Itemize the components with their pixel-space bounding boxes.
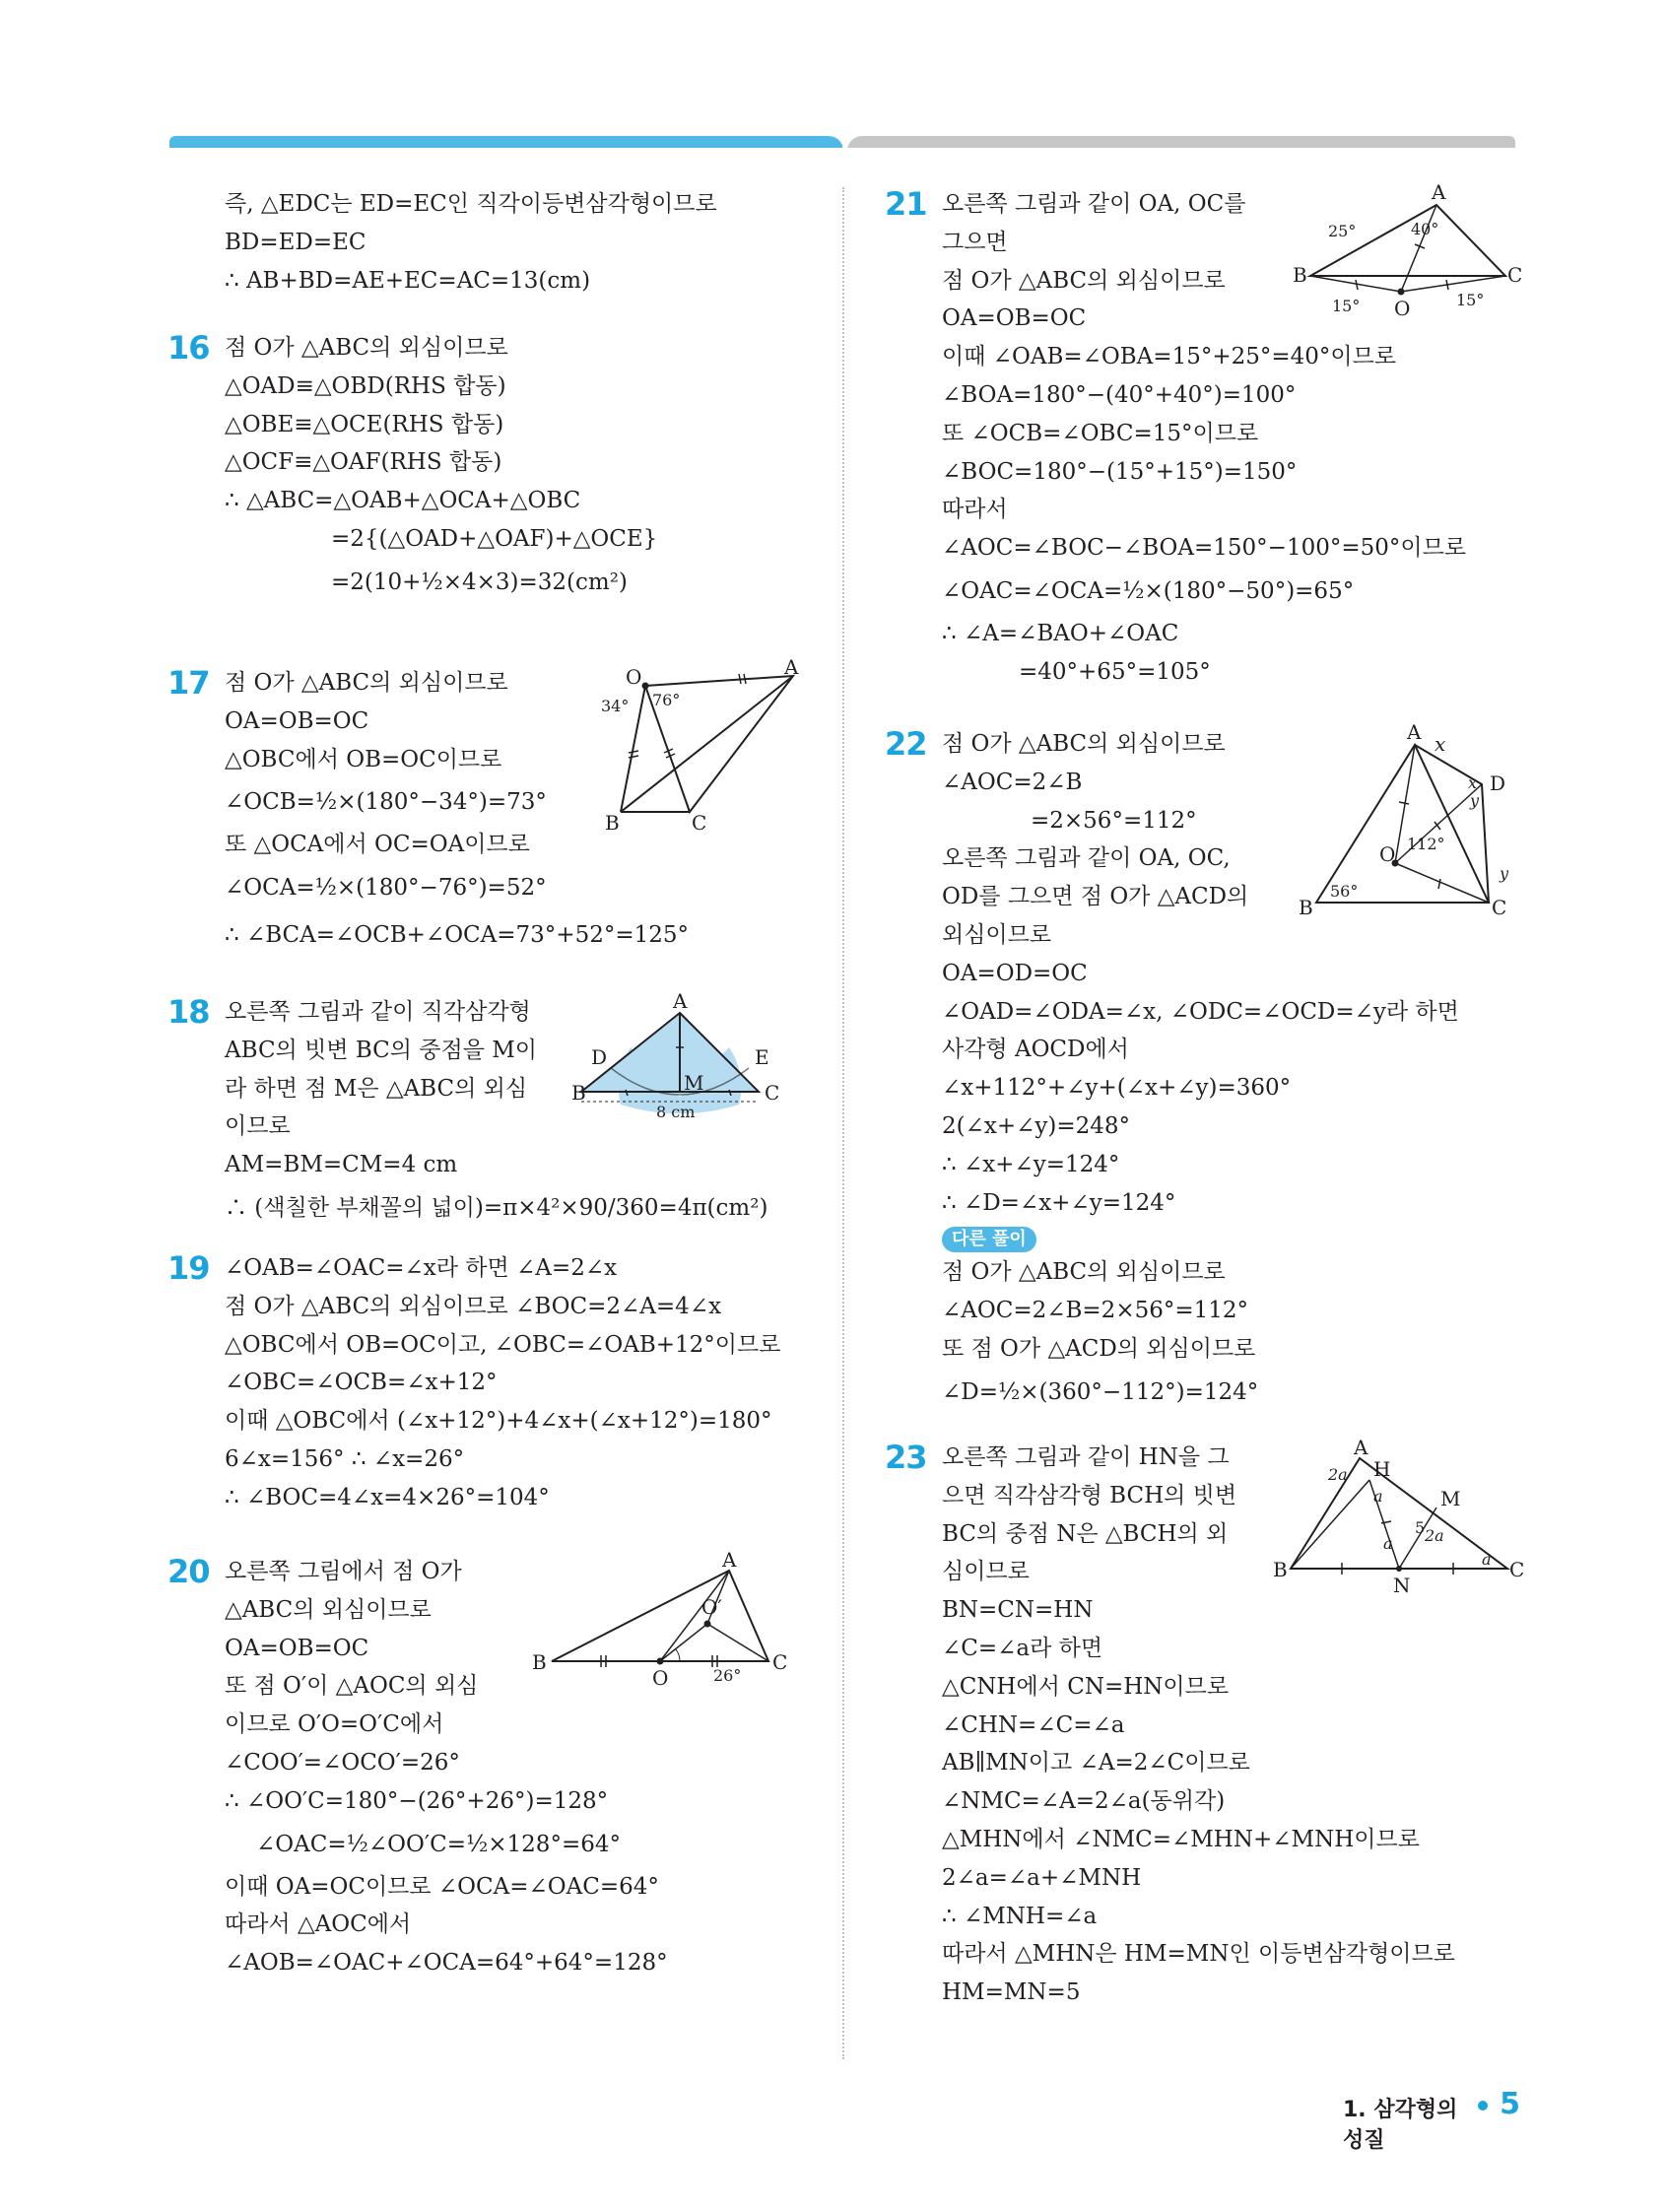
alt-solution-badge: 다른 풀이 xyxy=(942,1227,1036,1252)
right-column xyxy=(885,180,1525,2020)
label-B: B xyxy=(1293,263,1307,287)
solution-line: 오른쪽 그림과 같이 직각삼각형 xyxy=(225,999,531,1025)
label-A: A xyxy=(1432,180,1446,204)
angle-2a-M: 2a xyxy=(1425,1526,1444,1545)
solution-line: ∠CHN=∠C=∠a xyxy=(942,1711,1125,1738)
label-A: A xyxy=(673,989,688,1013)
solution-line: 그으면 xyxy=(942,229,1008,255)
problem-15-continued xyxy=(167,185,818,302)
problem-17 xyxy=(167,655,818,960)
figure-23 xyxy=(1271,1436,1525,1606)
solution-line: ∠AOB=∠OAC+∠OCA=64°+64°=128° xyxy=(225,1950,668,1977)
label-C: C xyxy=(772,1650,788,1674)
label-O: O xyxy=(1394,297,1411,320)
solution-line: 사각형 AOCD에서 xyxy=(942,1037,1129,1063)
solution-line: 점 O가 △ABC의 외심이므로 xyxy=(942,731,1226,757)
label-M: M xyxy=(684,1071,704,1095)
figure-21 xyxy=(1289,180,1523,323)
problem-number: 18 xyxy=(167,993,210,1031)
solution-line: △MHN에서 ∠NMC=∠MHN+∠MNH이므로 xyxy=(942,1826,1420,1852)
figure-18 xyxy=(571,989,788,1141)
solution-line: ∠BOC=180°−(15°+15°)=150° xyxy=(942,458,1298,485)
solution-line: ∠OAC=½∠OO′C=½×128°=64° xyxy=(256,1831,621,1857)
angle-26: 26° xyxy=(713,1666,742,1685)
label-C: C xyxy=(1492,896,1507,919)
label-O: O xyxy=(1379,842,1396,866)
solution-line: 이때 ∠OAB=∠OBA=15°+25°=40°이므로 xyxy=(942,344,1397,370)
label-E: E xyxy=(755,1045,769,1069)
page-footer xyxy=(1343,2087,1520,2153)
solution-line: 으면 직각삼각형 BCH의 빗변 xyxy=(942,1482,1237,1508)
solution-line: 2(∠x+∠y)=248° xyxy=(942,1112,1131,1139)
solution-line: △ABC의 외심이므로 xyxy=(225,1596,432,1623)
page-number: 5 xyxy=(1500,2087,1520,2121)
angle-25: 25° xyxy=(1328,222,1357,240)
solution-line: 점 O가 △ABC의 외심이므로 xyxy=(942,1259,1226,1286)
solution-line: HM=MN=5 xyxy=(942,1979,1081,2006)
solution-line: △OCF≡△OAF(RHS 합동) xyxy=(225,449,502,476)
label-D: D xyxy=(1490,771,1506,795)
solution-line: ∴ ∠BCA=∠OCB+∠OCA=73°+52°=125° xyxy=(225,922,690,949)
solution-line: AM=BM=CM=4 cm xyxy=(225,1152,458,1178)
angle-y-bottom: y xyxy=(1500,864,1509,883)
solution-line: 이때 OA=OC이므로 ∠OCA=∠OAC=64° xyxy=(225,1873,659,1900)
length-8cm: 8 cm xyxy=(656,1103,696,1121)
solution-line: 또 점 O가 △ACD의 외심이므로 xyxy=(942,1335,1256,1362)
problem-16 xyxy=(167,329,818,642)
label-B: B xyxy=(605,811,620,835)
solution-line: ∠OAD=∠ODA=∠x, ∠ODC=∠OCD=∠y라 하면 xyxy=(942,998,1459,1025)
label-O: O xyxy=(626,665,642,689)
problem-number: 16 xyxy=(167,329,210,367)
angle-15-right: 15° xyxy=(1456,291,1485,309)
solution-line: 또 ∠OCB=∠OBC=15°이므로 xyxy=(942,420,1259,446)
solution-line: ∠NMC=∠A=2∠a(동위각) xyxy=(942,1788,1226,1815)
label-A: A xyxy=(784,655,799,679)
solution-line: 오른쪽 그림과 같이 HN을 그 xyxy=(942,1444,1230,1470)
solution-line: 또 점 O′이 △AOC의 외심 xyxy=(225,1673,479,1700)
solution-line: 점 O가 △ABC의 외심이므로 xyxy=(225,335,508,361)
solution-line: 6∠x=156° ∴ ∠x=26° xyxy=(225,1445,465,1472)
left-column xyxy=(167,185,818,1986)
solution-line: 따라서 xyxy=(942,497,1008,523)
label-B: B xyxy=(1273,1558,1288,1581)
problem-22 xyxy=(885,720,1520,1415)
solution-line: OD를 그으면 점 O가 △ACD의 xyxy=(942,884,1249,910)
angle-2a-A: 2a xyxy=(1328,1465,1348,1484)
solution-line: ∠x+112°+∠y+(∠x+∠y)=360° xyxy=(942,1075,1292,1102)
solution-line: ∴ ∠OO′C=180°−(26°+26°)=128° xyxy=(225,1787,609,1814)
label-B: B xyxy=(571,1081,586,1105)
section-title: 1. 삼각형의 성질 xyxy=(1343,2098,1458,2153)
problem-number: 21 xyxy=(885,185,927,223)
solution-line: ∴ ∠D=∠x+∠y=124° xyxy=(942,1189,1176,1216)
angle-a-H: a xyxy=(1373,1487,1383,1506)
solution-line: =2{(△OAD+△OAF)+△OCE} xyxy=(331,525,658,552)
solution-line: 오른쪽 그림과 같이 OA, OC를 xyxy=(942,191,1246,217)
solution-line: 따라서 △AOC에서 xyxy=(225,1911,412,1938)
solution-line: 이므로 O′O=O′C에서 xyxy=(225,1711,444,1738)
angle-40: 40° xyxy=(1411,220,1439,238)
problem-19 xyxy=(167,1249,818,1517)
solution-line: 또 △OCA에서 OC=OA이므로 xyxy=(225,832,530,858)
solution-line: =40°+65°=105° xyxy=(1019,658,1211,685)
bullet-dot-icon xyxy=(1478,2101,1488,2111)
label-B: B xyxy=(532,1650,547,1674)
angle-15-left: 15° xyxy=(1332,297,1361,315)
solution-line: 즉, △EDC는 ED=EC인 직각이등변삼각형이므로 xyxy=(225,191,717,217)
solution-line: OA=OB=OC xyxy=(225,1635,369,1661)
solution-line: 이때 △OBC에서 (∠x+12°)+4∠x+(∠x+12°)=180° xyxy=(225,1408,772,1435)
solution-line: BC의 중점 N은 △BCH의 외 xyxy=(942,1520,1229,1547)
problem-23 xyxy=(885,1436,1525,2020)
solution-line: ∠COO′=∠OCO′=26° xyxy=(225,1749,460,1776)
problem-number: 23 xyxy=(885,1439,927,1476)
problem-number: 22 xyxy=(885,725,927,763)
angle-x-top: x xyxy=(1434,732,1446,756)
solution-line: △OAD≡△OBD(RHS 합동) xyxy=(225,372,506,399)
solution-line: △OBC에서 OB=OC이므로 xyxy=(225,746,502,772)
problem-20 xyxy=(167,1548,818,1986)
solution-line: OA=OD=OC xyxy=(942,960,1088,986)
solution-line: ∠OCB=½×(180°−34°)=73° xyxy=(225,789,547,816)
header-notch xyxy=(826,136,865,162)
label-O: O xyxy=(652,1666,669,1690)
solution-line: OA=OB=OC xyxy=(225,707,369,734)
label-C: C xyxy=(692,811,707,835)
problem-21 xyxy=(885,180,1523,700)
solution-line: BN=CN=HN xyxy=(942,1597,1094,1624)
label-A: A xyxy=(1354,1436,1368,1459)
solution-line: AB∥MN이고 ∠A=2∠C이므로 xyxy=(942,1750,1250,1776)
solution-line: 오른쪽 그림에서 점 O가 xyxy=(225,1559,462,1584)
solution-line: 점 O가 △ABC의 외심이므로 ∠BOC=2∠A=4∠x xyxy=(225,1293,722,1319)
solution-line: OA=OB=OC xyxy=(942,305,1087,332)
solution-line: ∠AOC=∠BOC−∠BOA=150°−100°=50°이므로 xyxy=(942,535,1467,562)
solution-line: 이므로 xyxy=(225,1113,291,1140)
solution-line: ∴ ∠BOC=4∠x=4×26°=104° xyxy=(225,1484,550,1510)
angle-112: 112° xyxy=(1407,835,1445,853)
figure-20 xyxy=(532,1548,798,1691)
solution-line: △OBE≡△OCE(RHS 합동) xyxy=(225,411,504,437)
label-D: D xyxy=(591,1045,608,1069)
solution-line: ∠AOC=2∠B xyxy=(942,769,1083,795)
problem-number: 19 xyxy=(167,1249,210,1287)
alt-solution-row xyxy=(942,1222,1520,1253)
solution-line: ∴ (색칠한 부채꼴의 넓이)=π×4²×90/360=4π(cm²) xyxy=(225,1194,768,1221)
figure-17 xyxy=(601,655,799,841)
solution-line: ∴ △ABC=△OAB+△OCA+△OBC xyxy=(225,488,581,514)
solution-line: ∠AOC=2∠B=2×56°=112° xyxy=(942,1298,1249,1324)
label-O-prime: O′ xyxy=(701,1595,722,1619)
solution-line: =2×56°=112° xyxy=(1031,807,1197,834)
solution-line: ∴ AB+BD=AE+EC=AC=13(cm) xyxy=(225,267,591,294)
angle-76: 76° xyxy=(652,691,681,709)
solution-line: 라 하면 점 M은 △ABC의 외심 xyxy=(225,1075,528,1102)
label-B: B xyxy=(1299,896,1313,919)
label-M: M xyxy=(1440,1487,1461,1510)
solution-line: 점 O가 △ABC의 외심이므로 xyxy=(942,267,1226,294)
solution-line: ∠BOA=180°−(40°+40°)=100° xyxy=(942,381,1297,408)
solution-line: 따라서 △MHN은 HM=MN인 이등변삼각형이므로 xyxy=(942,1941,1455,1968)
solution-line: ∠D=½×(360°−112°)=124° xyxy=(942,1378,1259,1405)
solution-line: ∠OCA=½×(180°−76°)=52° xyxy=(225,875,547,902)
solution-line: ∴ ∠MNH=∠a xyxy=(942,1903,1098,1929)
label-C: C xyxy=(1509,1558,1525,1581)
solution-line: BD=ED=EC xyxy=(225,229,367,255)
solution-line: 점 O가 △ABC의 외심이므로 xyxy=(225,670,508,696)
figure-22 xyxy=(1297,720,1523,922)
label-C: C xyxy=(765,1081,780,1105)
label-C: C xyxy=(1507,263,1523,287)
solution-line: ∠C=∠a라 하면 xyxy=(942,1635,1103,1661)
problem-18 xyxy=(167,989,818,1221)
angle-a-N: a xyxy=(1383,1534,1393,1553)
solution-line: 2∠a=∠a+∠MNH xyxy=(942,1864,1142,1891)
solution-line: ABC의 빗변 BC의 중점을 M이 xyxy=(225,1037,538,1063)
solution-line: 오른쪽 그림과 같이 OA, OC, xyxy=(942,845,1231,872)
solution-line: ∠OAC=∠OCA=½×(180°−50°)=65° xyxy=(942,577,1355,604)
solution-line: 심이므로 xyxy=(942,1559,1030,1585)
solution-line: =2(10+½×4×3)=32(cm²) xyxy=(331,569,628,595)
label-A: A xyxy=(1407,720,1422,744)
header-bar-right xyxy=(845,136,1515,148)
angle-x-right: x xyxy=(1468,773,1478,792)
length-5: 5 xyxy=(1415,1518,1426,1537)
angle-34: 34° xyxy=(601,697,630,715)
problem-number: 20 xyxy=(167,1553,210,1590)
solution-line: △CNH에서 CN=HN이므로 xyxy=(942,1673,1230,1700)
angle-y-right: y xyxy=(1470,791,1480,810)
label-N: N xyxy=(1393,1574,1411,1597)
solution-line: ∠OBC=∠OCB=∠x+12° xyxy=(225,1370,498,1396)
solution-line: ∴ ∠x+∠y=124° xyxy=(942,1151,1120,1177)
label-A: A xyxy=(722,1548,737,1572)
header-bar-left xyxy=(169,136,842,148)
angle-a-C: a xyxy=(1482,1550,1492,1569)
angle-56: 56° xyxy=(1330,882,1359,901)
solution-line: △OBC에서 OB=OC이고, ∠OBC=∠OAB+12°이므로 xyxy=(225,1331,781,1358)
solution-line: 외심이므로 xyxy=(942,921,1052,948)
solution-line: ∴ ∠A=∠BAO+∠OAC xyxy=(942,620,1179,646)
column-divider xyxy=(842,187,844,2059)
problem-number: 17 xyxy=(167,664,210,702)
solution-line: ∠OAB=∠OAC=∠x라 하면 ∠A=2∠x xyxy=(225,1255,618,1281)
label-H: H xyxy=(1373,1457,1391,1481)
